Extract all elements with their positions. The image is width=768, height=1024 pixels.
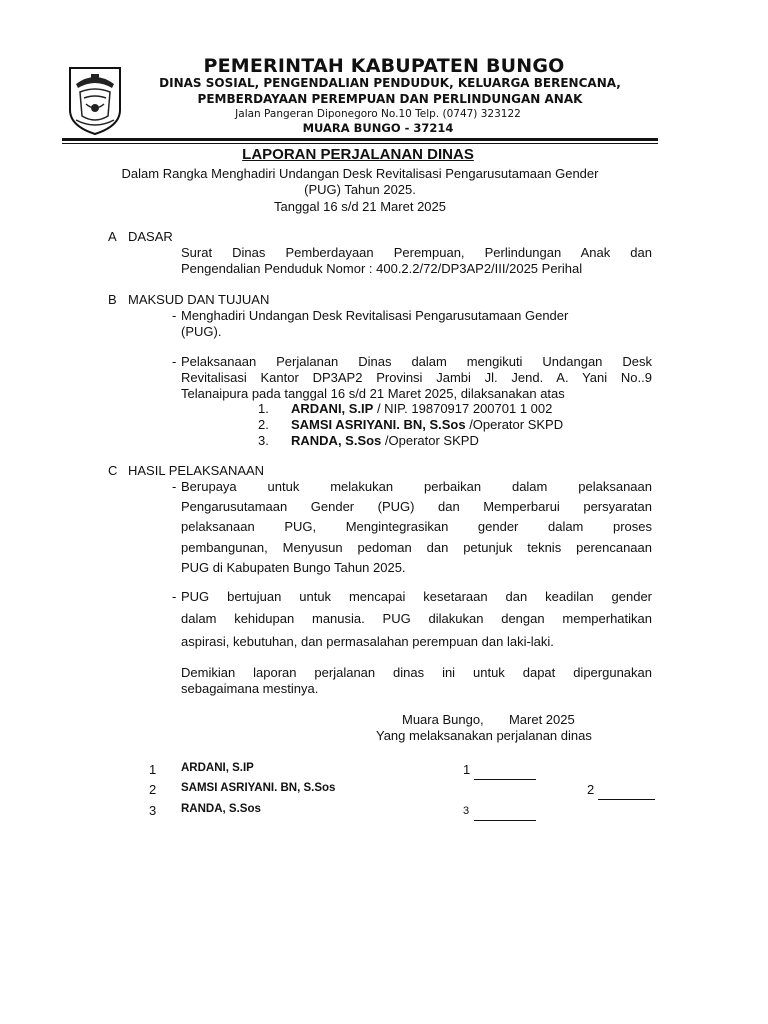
section-a-heading: DASAR [128,229,173,244]
participant-row [258,433,479,448]
participant-name: ARDANI, S.IP [291,401,374,416]
agency-city: MUARA BUNGO - 37214 [302,121,454,135]
section-a-text-line2: Pengendalian Penduduk Nomor : 400.2.2/72/DP3AP2/III/2025 Perihal [181,261,583,276]
section-c-p2-dash: - [172,589,177,604]
participant-name: SAMSI ASRIYANI. BN, S.Sos [291,417,466,432]
report-title: LAPORAN PERJALANAN DINAS [242,146,474,163]
signer-name: ARDANI, S.IP [181,762,254,774]
section-c-p2-line2: dalam kehidupan manusia. PUG dilakukan dengan memperhatikan [181,611,652,626]
section-b-item1-dash: - [172,308,177,323]
section-c-p2-line3: aspirasi, kebutuhan, dan permasalahan perempuan dan laki-laki. [181,634,554,649]
signature-line [598,799,655,800]
participant-row [258,401,552,416]
section-a-text-line1: Surat Dinas Pemberdayaan Perempuan, Perlindungan Anak dan [181,245,652,260]
signer-name: SAMSI ASRIYANI. BN, S.Sos [181,782,336,794]
signature-slot-number: 3 [463,805,470,817]
participant-detail: /Operator SKPD [381,433,479,448]
signer-number: 2 [149,782,157,797]
signature-caption: Yang melaksanakan perjalanan dinas [376,728,592,743]
participant-number: 1. [258,401,269,416]
government-title: PEMERINTAH KABUPATEN BUNGO [203,55,565,77]
participant-number: 2. [258,417,269,432]
signer-number: 1 [149,762,157,777]
signer-number: 3 [149,803,157,818]
report-intro-line1: Dalam Rangka Menghadiri Undangan Desk Revitalisasi Pengarusutamaan Gender [121,166,599,181]
agency-address: Jalan Pangeran Diponegoro No.10 Telp. (0747) 323122 [235,108,521,120]
section-c-heading: HASIL PELAKSANAAN [128,463,265,478]
participant-name: RANDA, S.Sos [291,433,382,448]
participant-detail: /Operator SKPD [465,417,564,432]
closing-line1: Demikian laporan perjalanan dinas ini untuk dapat dipergunakan [181,665,652,680]
signature-slot-number: 1 [463,762,471,777]
report-intro-line2: (PUG) Tahun 2025. [304,182,416,197]
agency-name-line1: DINAS SOSIAL, PENGENDALIAN PENDUDUK, KELUARGA BERENCANA, [159,76,621,90]
section-b-letter: B [108,292,117,307]
section-c-p1-line4: pembangunan, Menyusun pedoman dan petunjuk teknis perencanaan [181,540,652,555]
section-c-p1-line3: pelaksanaan PUG, Mengintegrasikan gender dalam proses [181,519,652,534]
section-b-item2-line3: Telanaipura pada tanggal 16 s/d 21 Maret 2025, dilaksanakan atas [181,386,565,401]
signature-slot-number: 2 [587,782,595,797]
signature-place-date: Muara Bungo, Maret 2025 [402,712,575,727]
section-b-item2-dash: - [172,354,177,369]
section-c-p1-line5: PUG di Kabupaten Bungo Tahun 2025. [181,560,406,575]
letterhead-rule-thick [62,138,658,141]
section-a-letter: A [108,229,117,244]
participant-detail: / NIP. 19870917 200701 1 002 [373,401,553,416]
report-date-line: Tanggal 16 s/d 21 Maret 2025 [273,199,446,214]
section-c-p1-line1: Berupaya untuk melakukan perbaikan dalam pelaksanaan [181,479,652,494]
section-c-p2-line1: PUG bertujuan untuk mencapai kesetaraan dan keadilan gender [181,589,652,604]
closing-line2: sebagaimana mestinya. [181,681,319,696]
participant-number: 3. [258,433,269,448]
section-c-p1-line2: Pengarusutamaan Gender (PUG) dan Memperbarui persyaratan [181,499,652,514]
section-b-item2-line2: Revitalisasi Kantor DP3AP2 Provinsi Jambi Jl. Jend. A. Yani No..9 [181,370,652,385]
signature-line [474,779,536,780]
section-b-item1-line2: (PUG). [181,324,222,339]
letterhead-rule-thin [62,143,658,144]
section-b-item2-line1: Pelaksanaan Perjalanan Dinas dalam mengikuti Undangan Desk [181,354,652,369]
section-c-p1-dash: - [172,479,177,494]
section-b-heading: MAKSUD DAN TUJUAN [128,292,270,307]
section-b-item1-line1: Menghadiri Undangan Desk Revitalisasi Pengarusutamaan Gender [181,308,569,323]
participant-row [258,417,563,432]
section-c-letter: C [108,463,118,478]
signature-line [474,820,536,821]
signer-name: RANDA, S.Sos [181,803,261,815]
agency-name-line2: PEMBERDAYAAN PEREMPUAN DAN PERLINDUNGAN ANAK [197,92,583,106]
